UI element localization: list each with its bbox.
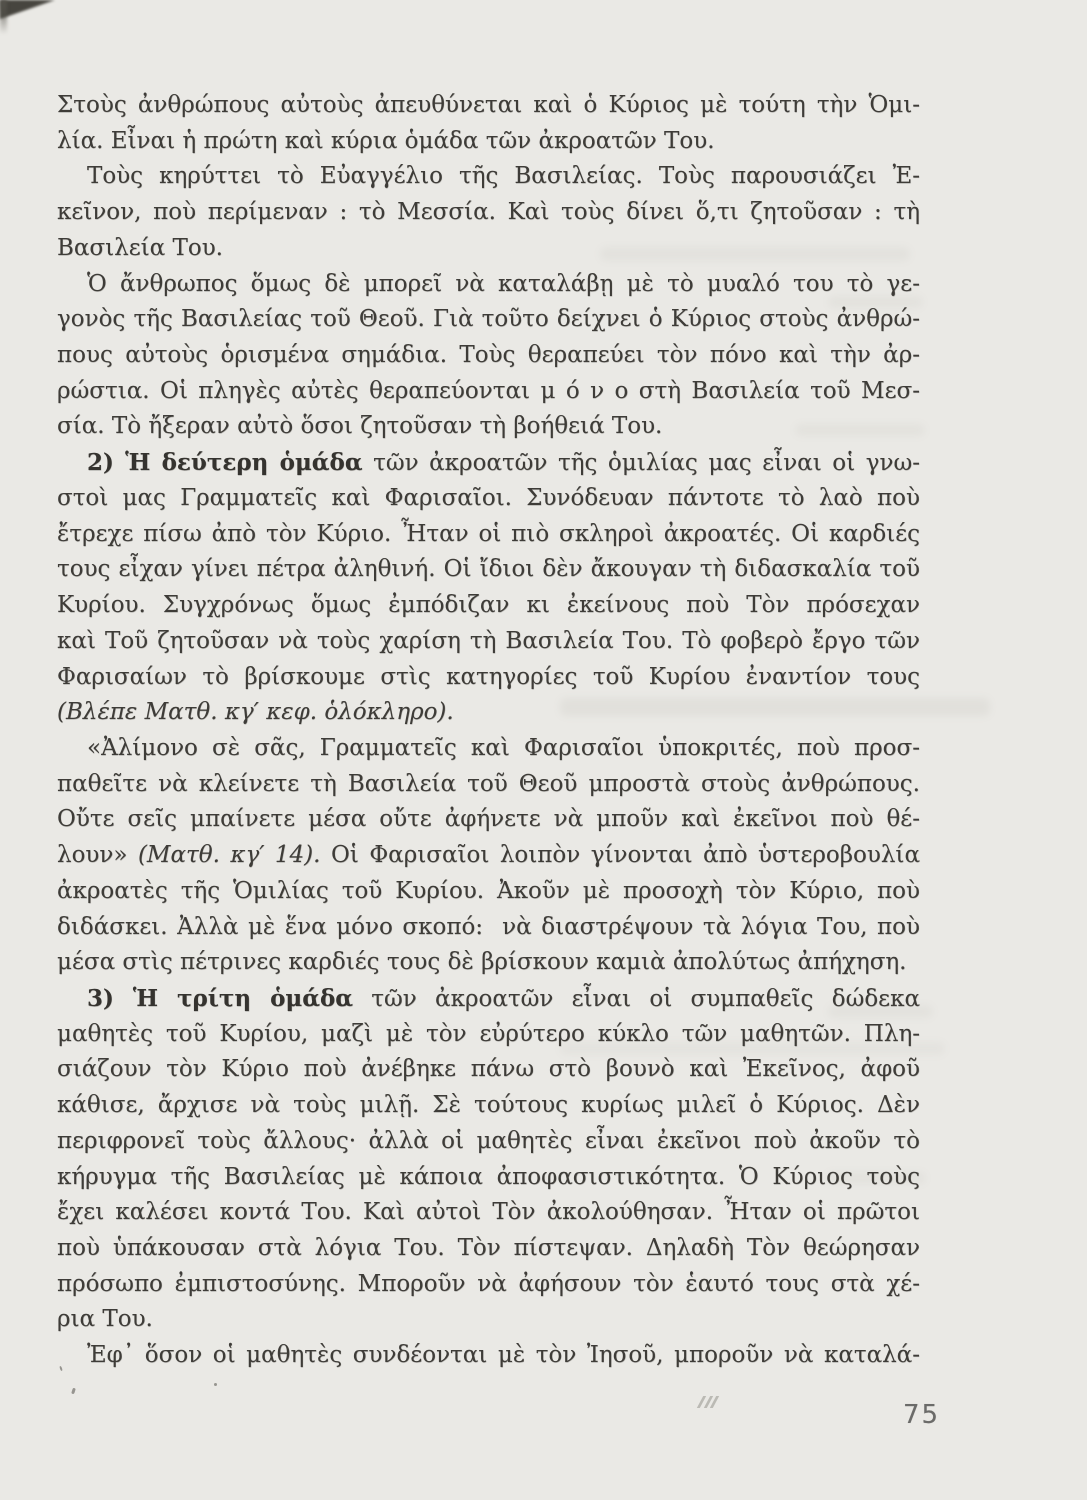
text-line (57, 1231, 923, 1267)
text-run: τῶν ἀκροατῶν εἶναι οἱ συμπαθεῖς δώδεκα (353, 985, 920, 1012)
italic-run: (Βλέπε Ματθ. κγ′ κεφ. ὁλόκληρο). (57, 699, 454, 726)
text-line (57, 1267, 923, 1303)
text-line (57, 1160, 923, 1196)
text-line (57, 838, 923, 874)
text-run: ποὺ ὑπάκουσαν στὰ λόγια Του. Τὸν πίστεψαν. Δηλαδὴ Τὸν θεώρησαν (57, 1235, 920, 1261)
text-line (57, 409, 923, 445)
text-run: ρώστια. Οἱ πληγὲς αὐτὲς θεραπεύονται μ ό ν ο στὴ Βασιλεία τοῦ Μεσ- (57, 377, 920, 404)
text-line (57, 1088, 923, 1124)
text-line (57, 731, 923, 767)
text-line (57, 660, 923, 696)
text-run: διδάσκει. Ἀλλὰ μὲ ἕνα μόνο σκοπό: νὰ διαστρέψουν τὰ λόγια Του, ποὺ (57, 913, 920, 940)
text-run: κήρυγμα τῆς Βασιλείας μὲ κάποια ἀποφασιστικότητα. Ὁ Κύριος τοὺς (57, 1163, 920, 1190)
text-run: ἔτρεχε πίσω ἀπὸ τὸν Κύριο. Ἦταν οἱ πιὸ σκληροὶ ἀκροατές. Οἱ καρδιές (57, 520, 920, 547)
text-line (57, 338, 923, 374)
scan-edge-artifact (0, 0, 7, 34)
ink-speck (71, 1388, 76, 1395)
text-line (57, 1195, 923, 1231)
text-run: «Ἀλίμονο σὲ σᾶς, Γραμματεῖς καὶ Φαρισαῖοι ὑποκριτές, ποὺ προσ- (87, 734, 920, 761)
text-line (57, 195, 923, 231)
text-run: γονὸς τῆς Βασιλείας τοῦ Θεοῦ. Γιὰ τοῦτο δείχνει ὁ Κύριος στοὺς ἀνθρώ- (57, 306, 920, 333)
text-run: κάθισε, ἄρχισε νὰ τοὺς μιλῇ. Σὲ τούτους κυρίως μιλεῖ ὁ Κύριος. Δὲν (57, 1092, 920, 1119)
text-line (57, 588, 923, 624)
text-run: ἔχει καλέσει κοντά Του. Καὶ αὐτοὶ Τὸν ἀκολούθησαν. Ἦταν οἱ πρῶτοι (57, 1199, 920, 1226)
text-run: Τοὺς κηρύττει τὸ Εὐαγγέλιο τῆς Βασιλείας. Τοὺς παρουσιάζει Ἐ- (87, 163, 920, 190)
text-run: τους εἶχαν γίνει πέτρα ἀληθινή. Οἱ ἴδιοι δὲν ἄκουγαν τὴ διδασκαλία τοῦ (57, 556, 920, 583)
text-run: λία. Εἶναι ἡ πρώτη καὶ κύρια ὁμάδα τῶν ἀκροατῶν Του. (57, 127, 715, 154)
text-line (57, 767, 923, 803)
bold-run: 3) Ἡ τρίτη ὁμάδα (87, 984, 354, 1012)
text-run: Κυρίου. Συγχρόνως ὅμως ἐμπόδιζαν κι ἐκείνους ποὺ Τὸν πρόσεχαν (57, 592, 920, 619)
text-line (57, 231, 923, 267)
text-line (57, 302, 923, 338)
text-run: καὶ Τοῦ ζητοῦσαν νὰ τοὺς χαρίση τὴ Βασιλεία Του. Τὸ φοβερὸ ἔργο τῶν (57, 627, 920, 654)
text-line (57, 1302, 923, 1338)
text-run: πους αὐτοὺς ὁρισμένα σημάδια. Τοὺς θεραπεύει τὸν πόνο καὶ τὴν ἀρ- (57, 342, 920, 369)
text-run: περιφρονεῖ τοὺς ἄλλους· ἀλλὰ οἱ μαθητὲς εἶναι ἐκεῖνοι ποὺ ἀκοῦν τὸ (57, 1127, 920, 1154)
text-line (57, 874, 923, 910)
text-run: Οὔτε σεῖς μπαίνετε μέσα οὔτε ἀφήνετε νὰ μποῦν καὶ ἐκεῖνοι ποὺ θέ- (57, 806, 920, 833)
bold-run: 2) Ἡ δεύτερη ὁμάδα (87, 449, 363, 477)
text-line (57, 1338, 923, 1374)
text-run: τῶν ἀκροατῶν τῆς ὁμιλίας μας εἶναι οἱ γνω- (362, 450, 920, 477)
text-line (57, 481, 923, 517)
ink-speck (214, 1383, 217, 1386)
text-line (57, 88, 923, 124)
text-line (57, 517, 923, 553)
text-run: Φαρισαίων τὸ βρίσκουμε στὶς κατηγορίες τοῦ Κυρίου ἐναντίον τους (57, 663, 920, 690)
text-run: Ἐφ᾽ ὅσον οἱ μαθητὲς συνδέονται μὲ τὸν Ἰησοῦ, μποροῦν νὰ καταλά- (87, 1342, 920, 1369)
text-line (57, 1017, 923, 1053)
text-run: παθεῖτε νὰ κλείνετε τὴ Βασιλεία τοῦ Θεοῦ μπροστὰ στοὺς ἀνθρώπους. (57, 770, 920, 797)
text-line (57, 1052, 923, 1088)
text-run: μέσα στὶς πέτρινες καρδιές τους δὲ βρίσκουν καμιὰ ἀπολύτως ἀπήχηση. (57, 949, 907, 976)
text-line (57, 910, 923, 946)
text-run: Βασιλεία Του. (57, 234, 223, 261)
text-run: ἀκροατὲς τῆς Ὁμιλίας τοῦ Κυρίου. Ἀκοῦν μὲ προσοχὴ τὸν Κύριο, ποὺ (57, 877, 920, 904)
text-run: στοὶ μας Γραμματεῖς καὶ Φαρισαῖοι. Συνόδευαν πάντοτε τὸ λαὸ ποὺ (57, 484, 920, 511)
text-run: Οἱ Φαρισαῖοι λοιπὸν γίνονται ἀπὸ ὑστεροβουλία (320, 842, 920, 869)
text-line (57, 552, 923, 588)
text-run: σιάζουν τὸν Κύριο ποὺ ἀνέβηκε πάνω στὸ βουνὸ καὶ Ἐκεῖνος, ἀφοῦ (57, 1056, 920, 1083)
text-line (57, 945, 923, 981)
text-line (57, 624, 923, 660)
text-line (57, 981, 923, 1017)
italic-run: (Ματθ. κγ′ 14). (137, 842, 321, 869)
text-line (57, 374, 923, 410)
text-line (57, 802, 923, 838)
text-line (57, 445, 923, 481)
text-line (57, 124, 923, 160)
text-run: πρόσωπο ἐμπιστοσύνης. Μποροῦν νὰ ἀφήσουν τὸν ἑαυτό τους στὰ χέ- (57, 1270, 920, 1297)
text-line (57, 267, 923, 303)
text-run: κεῖνον, ποὺ περίμεναν : τὸ Μεσσία. Καὶ τοὺς δίνει ὅ,τι ζητοῦσαν : τὴ (57, 199, 920, 226)
text-run: λουν» (57, 842, 138, 869)
scan-corner-artifact (0, 0, 55, 19)
text-line (57, 695, 923, 731)
faint-stroke-mark (700, 1396, 716, 1408)
page-text (57, 88, 923, 1374)
text-run: Ὁ ἄνθρωπος ὅμως δὲ μπορεῖ νὰ καταλάβῃ μὲ τὸ μυαλό του τὸ γε- (87, 270, 920, 297)
text-run: Στοὺς ἀνθρώπους αὐτοὺς ἀπευθύνεται καὶ ὁ Κύριος μὲ τούτη τὴν Ὁμι- (57, 92, 920, 118)
text-run: σία. Τὸ ἤξεραν αὐτὸ ὅσοι ζητοῦσαν τὴ βοήθειά Του. (57, 413, 663, 440)
text-run: μαθητὲς τοῦ Κυρίου, μαζὶ μὲ τὸν εὐρύτερο κύκλο τῶν μαθητῶν. Πλη- (57, 1020, 920, 1047)
text-line (57, 1124, 923, 1160)
page-number: 75 (903, 1400, 941, 1430)
text-line (57, 159, 923, 195)
text-run: ρια Του. (57, 1306, 153, 1333)
